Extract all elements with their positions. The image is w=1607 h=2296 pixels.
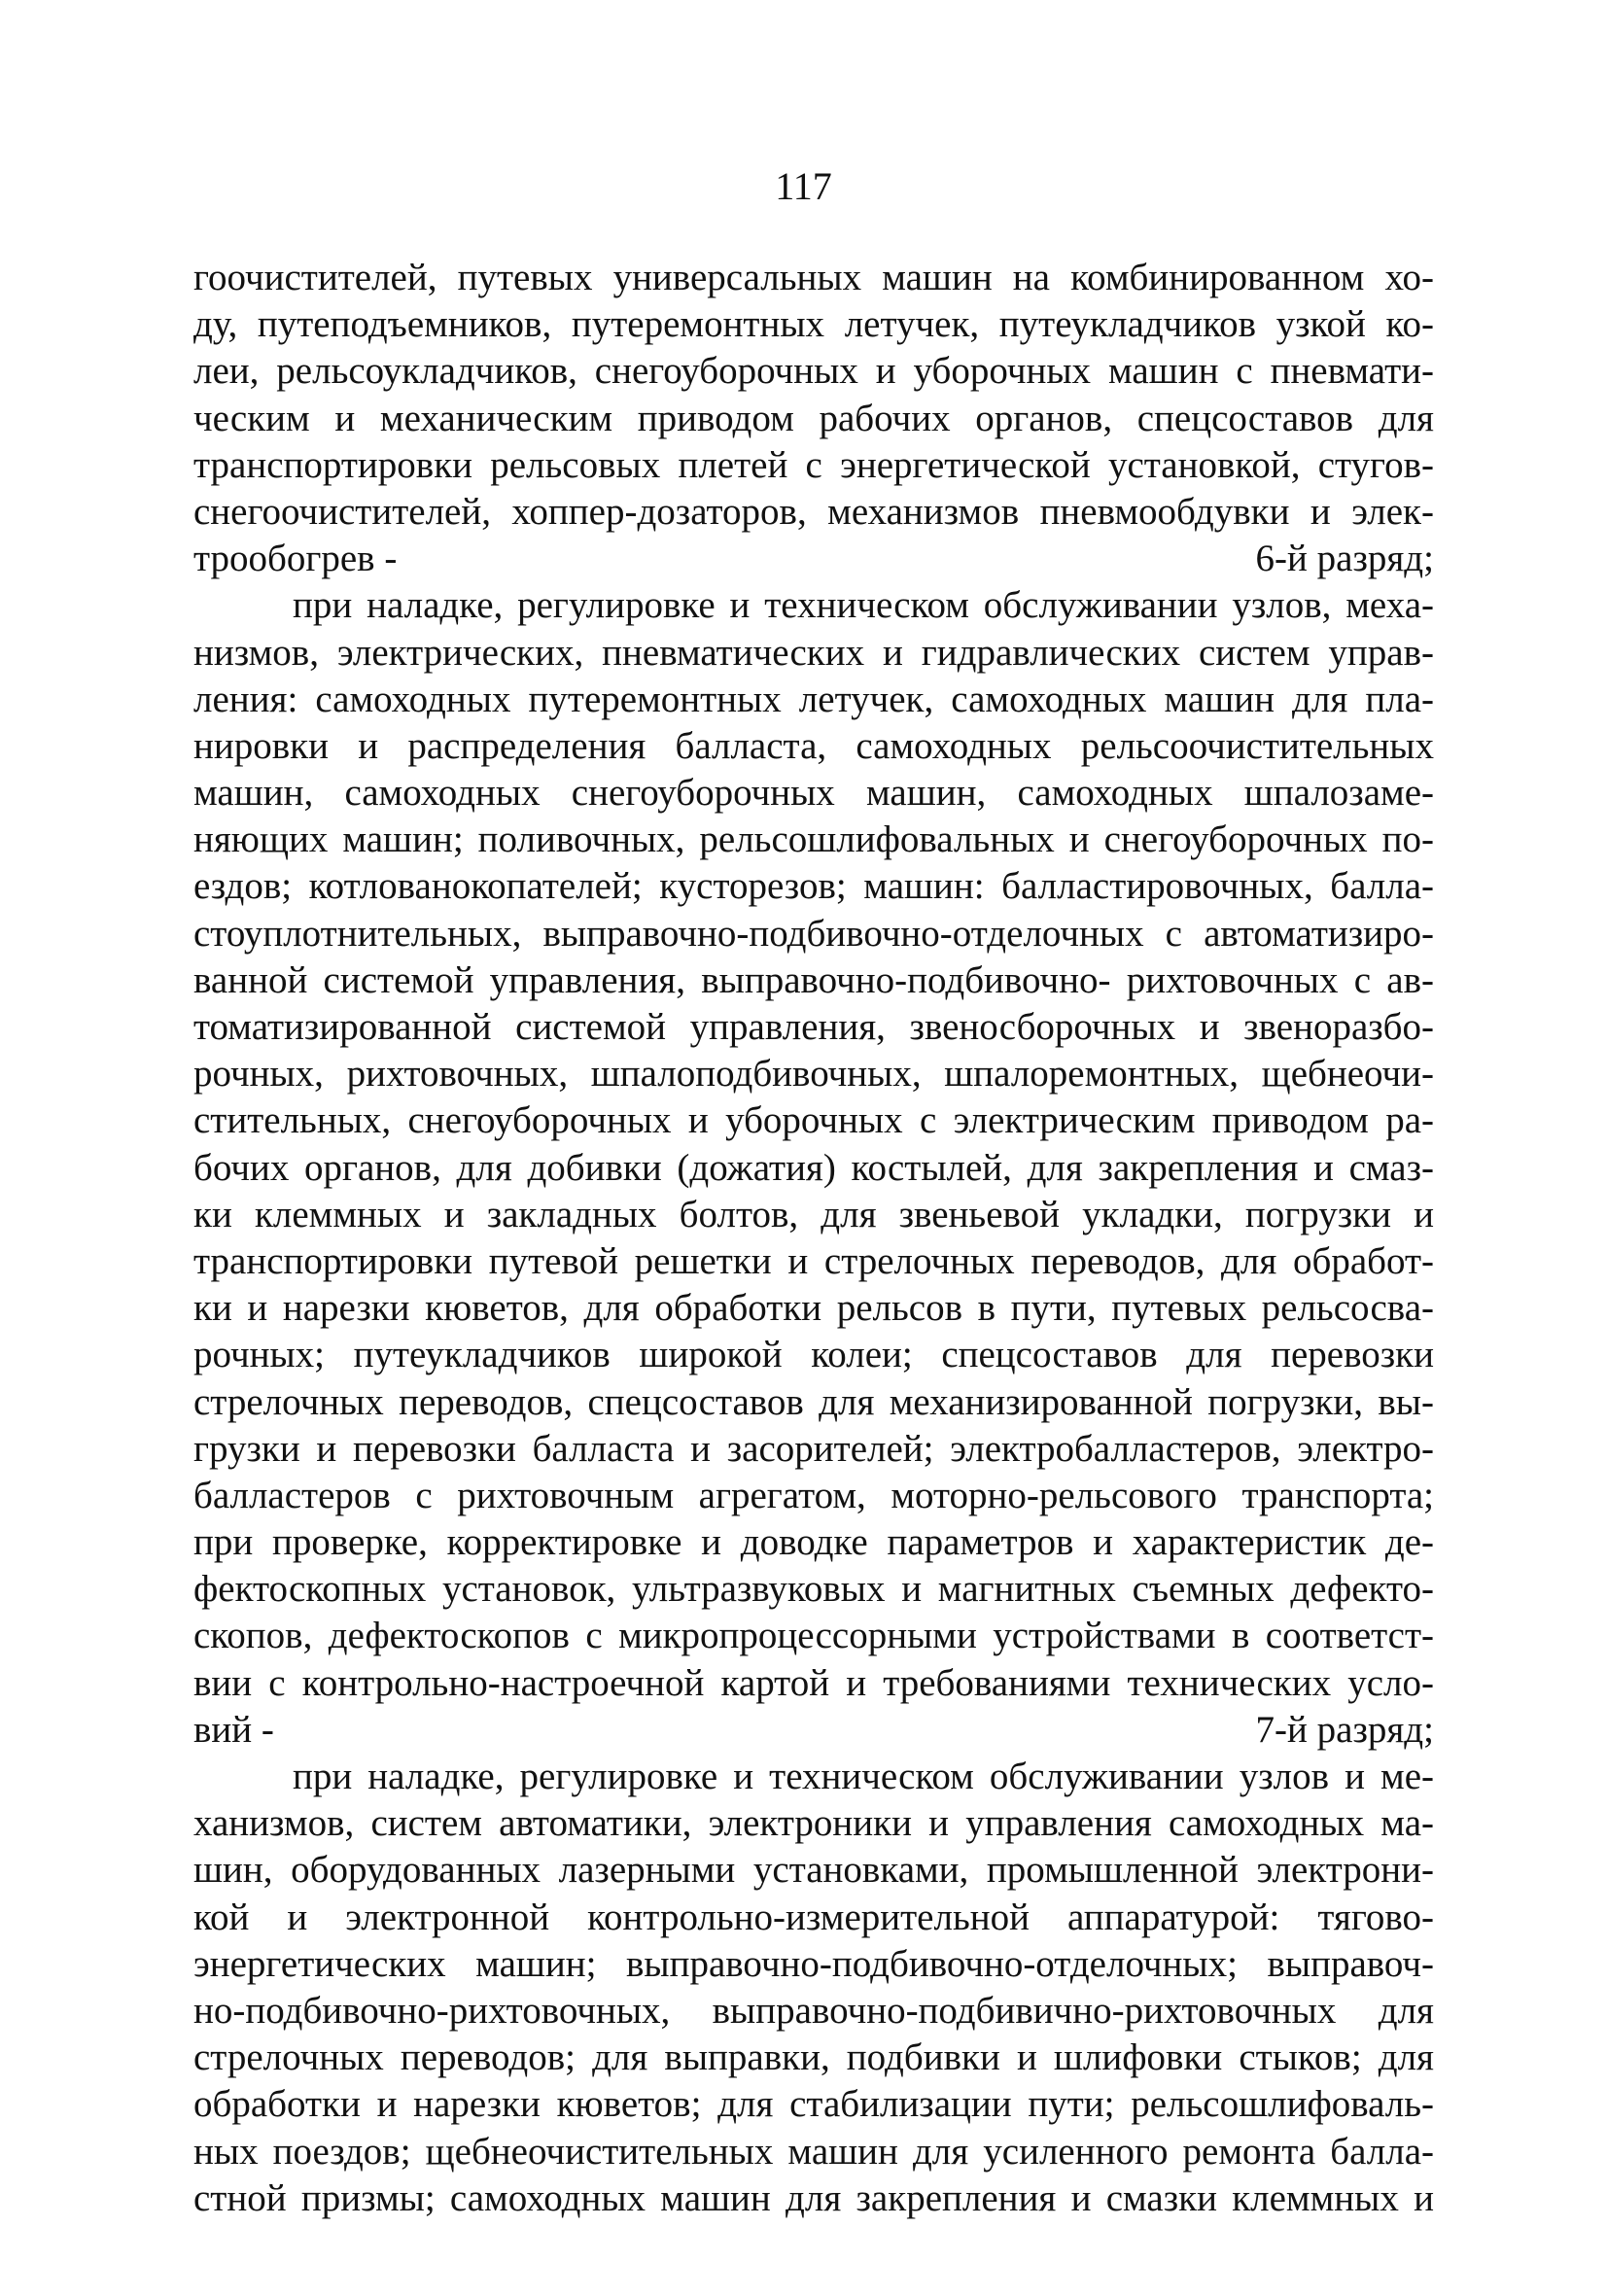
text-line: стительных, снегоуборочных и уборочных с электрическим приводом ра-	[193, 1099, 1434, 1142]
text-line: стоуплотнительных, выправочно-подбивочно-отделочных с автоматизиро-	[193, 912, 1434, 955]
text-line: снегоочистителей, хоппер-дозаторов, механизмов пневмообдувки и элек-	[193, 490, 1434, 533]
text-line: транспортировки рельсовых плетей с энергетической установкой, стугов-	[193, 443, 1434, 486]
text-line: шин, оборудованных лазерными установками, промышленной электрони-	[193, 1849, 1434, 1892]
text-line: стрелочных переводов, спецсоставов для механизированной погрузки, вы-	[193, 1380, 1434, 1423]
text-line: ки клеммных и закладных болтов, для звеньевой укладки, погрузки и	[193, 1193, 1434, 1235]
text-line: ездов; котлованокопателей; кусторезов; машин: балластировочных, балла-	[193, 865, 1434, 908]
text-line: няющих машин; поливочных, рельсошлифовальных и снегоуборочных по-	[193, 818, 1434, 861]
text-line-start: трообогрев -	[193, 538, 398, 580]
text-line: рочных, рихтовочных, шпалоподбивочных, шпалоремонтных, щебнеочи-	[193, 1053, 1434, 1096]
text-line: при наладке, регулировке и техническом обслуживании узлов, меха-	[293, 584, 1434, 627]
text-line: фектоскопных установок, ультразвуковых и магнитных съемных дефекто-	[193, 1568, 1434, 1611]
text-line: вии с контрольно-настроечной картой и требованиями технических усло-	[193, 1661, 1434, 1704]
text-line: транспортировки путевой решетки и стрелочных переводов, для обработ-	[193, 1239, 1434, 1282]
text-line: стной призмы; самоходных машин для закрепления и смазки клеммных и	[193, 2176, 1434, 2219]
body-text	[193, 255, 1434, 2222]
text-line: ления: самоходных путеремонтных летучек, самоходных машин для пла-	[193, 678, 1434, 720]
text-line: кой и электронной контрольно-измерительной аппаратурой: тягово-	[193, 1896, 1434, 1938]
text-line: при наладке, регулировке и техническом обслуживании узлов и ме-	[293, 1756, 1434, 1797]
text-line: ханизмов, систем автоматики, электроники и управления самоходных ма-	[193, 1802, 1434, 1845]
grade-label: 7-й разряд;	[1255, 1708, 1434, 1751]
text-line: леи, рельсоукладчиков, снегоуборочных и уборочных машин с пневмати-	[193, 350, 1434, 393]
text-line: томатизированной системой управления, звеносборочных и звеноразбо-	[193, 1006, 1434, 1048]
text-line-start: вий -	[193, 1708, 274, 1751]
text-line: энергетических машин; выправочно-подбивочно-отделочных; выправоч-	[193, 1942, 1434, 1985]
grade-label: 6-й разряд;	[1255, 538, 1434, 580]
text-line: грузки и перевозки балласта и засорителей; электробалластеров, электро-	[193, 1427, 1434, 1470]
text-line: но-подбивочно-рихтовочных, выправочно-подбивично-рихтовочных для	[193, 1989, 1434, 2032]
page-number: 117	[775, 164, 832, 208]
text-line: балластеров с рихтовочным агрегатом, моторно-рельсового транспорта;	[193, 1474, 1434, 1516]
text-line: ческим и механическим приводом рабочих органов, спецсоставов для	[193, 397, 1434, 439]
text-line: ванной системой управления, выправочно-подбивочно- рихтовочных с ав-	[193, 958, 1434, 1001]
text-line: обработки и нарезки кюветов; для стабилизации пути; рельсошлифоваль-	[193, 2083, 1434, 2126]
text-line: ки и нарезки кюветов, для обработки рельсов в пути, путевых рельсосва-	[193, 1287, 1434, 1330]
text-line	[193, 1707, 1434, 1754]
text-line: при проверке, корректировке и доводке параметров и характеристик де-	[193, 1521, 1434, 1564]
text-line: бочих органов, для добивки (дожатия) костылей, для закрепления и смаз-	[193, 1146, 1434, 1189]
text-line: рочных; путеукладчиков широкой колеи; спецсоставов для перевозки	[193, 1334, 1434, 1376]
text-line: гоочистителей, путевых универсальных машин на комбинированном хо-	[193, 257, 1434, 298]
text-line: ных поездов; щебнеочистительных машин для усиленного ремонта балла-	[193, 2130, 1434, 2173]
text-line: нировки и распределения балласта, самоходных рельсоочистительных	[193, 724, 1434, 767]
text-line: стрелочных переводов; для выправки, подбивки и шлифовки стыков; для	[193, 2036, 1434, 2079]
text-line: машин, самоходных снегоуборочных машин, самоходных шпалозаме-	[193, 772, 1434, 815]
text-line: скопов, дефектоскопов с микропроцессорными устройствами в соответст-	[193, 1615, 1434, 1657]
text-line	[193, 536, 1434, 582]
text-line: низмов, электрических, пневматических и гидравлических систем управ-	[193, 631, 1434, 674]
text-line: ду, путеподъемников, путеремонтных летучек, путеукладчиков узкой ко-	[193, 303, 1434, 346]
